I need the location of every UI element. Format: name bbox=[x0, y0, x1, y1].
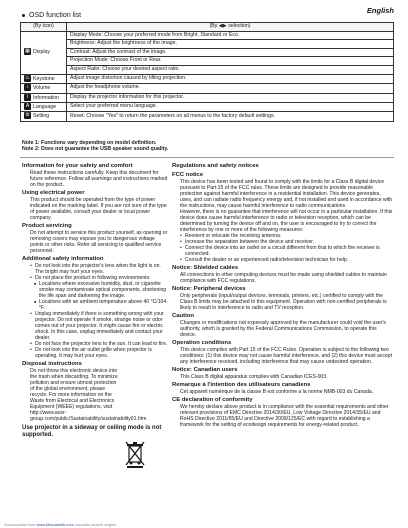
heading-canada-fr: Remarque à l'intention des utilisateurs canadiens bbox=[172, 382, 311, 388]
peripheral-text: Only peripherals (input/output devices, terminals, printers, etc.) certified to comply with the Class B limits may be attached to this equipment. Operation with non-certified peripherals is likely to result in interference to radio and TV reception. bbox=[180, 293, 387, 311]
operation-text: This device complies with Part 15 of the FCC Rules. Operation is subject to the following two conditions: (1) this device may not cause harmful interference, and (2) this device must accept any interference received, including interference that may cause undesired operation. bbox=[180, 347, 393, 365]
setting-desc: Reset: Choose "Yes" to return the parameters on all menus to the factory default settings. bbox=[67, 112, 394, 121]
note-1: Note 1: Functions vary depending on model definition. bbox=[22, 140, 157, 146]
setting-label-cell: ⚙ Setting bbox=[21, 112, 67, 121]
heading-additional: Additional safety information bbox=[22, 256, 104, 262]
osd-title: OSD function list bbox=[22, 12, 81, 19]
heading-operation: Operation conditions bbox=[172, 340, 232, 346]
cables-text: All connections to other computing devices must be made using shielded cables to maintain compliance with FCC regulations. bbox=[180, 272, 387, 284]
safety-text: Read these instructions carefully. Keep this document for future reference. Follow all warnings and instructions marked on the product. bbox=[30, 170, 168, 188]
keystone-label-cell: ⏢ Keystone bbox=[21, 74, 67, 83]
additional-list bbox=[22, 263, 168, 281]
download-footer: Downloaded from www.Manualslib.com manuals search engine bbox=[4, 522, 117, 527]
heading-cables: Notice: Shielded cables bbox=[172, 265, 239, 271]
heading-power: Using electrical power bbox=[22, 190, 85, 196]
note-2: Note 2: Does not guarantee the USB speaker sound quality. bbox=[22, 146, 169, 153]
display-row: Display Mode: Choose your preferred mode from Bright, Standard or Eco. bbox=[67, 31, 394, 40]
arrow-left-right-icon: ◀▶ bbox=[218, 23, 227, 29]
list-item: • Do not look into the air outlet grille when projector is operating. It may hurt your eyes. bbox=[30, 347, 168, 359]
volume-label-cell: ♪ Volume bbox=[21, 84, 67, 93]
mount-warning: Use projector in a sideway or ceiling mode is not supported. bbox=[22, 425, 162, 438]
keystone-icon: ⏢ bbox=[25, 74, 30, 81]
setting-icon: ⚙ bbox=[25, 112, 30, 119]
osd-notes bbox=[22, 140, 168, 153]
servicing-text: Do not attempt to service this product yourself, as opening or removing covers may expose you to dangerous voltage points or other risks. Refer all servicing to qualified service personnel. bbox=[30, 230, 168, 254]
language-desc: Select your preferred menu language. bbox=[67, 102, 394, 111]
power-text: This product should be operated from the type of power indicated on the marking label. If you are not sure of the type of power available, consult your dealer or local power company. bbox=[30, 197, 167, 221]
display-row: Projection Mode: Choose Front or Rear. bbox=[67, 57, 394, 66]
list-item: • Consult the dealer or an experienced radio/television technician for help. bbox=[180, 257, 394, 263]
osd-function-table bbox=[20, 22, 394, 122]
fcc-text-2: However, there is no guarantee that interference will not occur in a particular installation. If this device does cause harmful interference to radio or television reception, which can be determined by turning the device off and on, the user is encouraged to try to correct the interference by one or more of the following measures: bbox=[180, 209, 393, 233]
weee-crossed-bin-icon bbox=[124, 440, 146, 468]
volume-icon: ♪ bbox=[24, 84, 31, 91]
disposal-text: Do not throw this electronic device into the trash when discarding. To minimize pollution and ensure utmost protection of the global environment, please recycle. For more information on the Waste from Electrical and Electronics Equipment (WEEE) regulations, visit http://www.acer-group.com/public/Sustainability/sustainability01.htm bbox=[30, 368, 147, 422]
manualslib-link[interactable]: www.Manualslib.com bbox=[36, 522, 74, 527]
canada-text: This Class B digital apparatus complies with Canadian ICES-003. bbox=[180, 374, 328, 380]
list-item: • Unplug immediately if there is something wrong with your projector. Do not operate if smoke, strange noise or odor comes out of your projector. It might cause fire or electric shock. In this case, unplug immediately and contact your dealer. bbox=[30, 311, 168, 341]
list-item: • Connect the device into an outlet on a circuit different from that to which the receiver is connected. bbox=[180, 245, 394, 257]
list-item: • Increase the separation between the device and receiver. bbox=[180, 239, 394, 245]
language-label-cell: A Language bbox=[21, 102, 67, 111]
display-row: Aspect Ratio: Choose your desired aspect ratio. bbox=[67, 65, 394, 74]
heading-safety: Information for your safety and comfort bbox=[22, 163, 133, 169]
heading-ce: CE declaration of conformity bbox=[172, 397, 253, 403]
environment-list bbox=[22, 281, 168, 311]
display-row: Brightness: Adjust the brightness of the image. bbox=[67, 40, 394, 49]
section-divider bbox=[20, 157, 394, 158]
language-label: English bbox=[366, 6, 394, 15]
display-icon: ▦ bbox=[25, 48, 30, 55]
keystone-desc: Adjust image distortion caused by tilting projection. bbox=[67, 74, 394, 83]
information-label-cell: i Information bbox=[21, 93, 67, 102]
heading-caution: Caution bbox=[172, 313, 194, 319]
language-icon: A bbox=[25, 102, 30, 109]
list-item: • Do not place the product in following environments: bbox=[30, 275, 168, 281]
heading-fcc: FCC notice bbox=[172, 172, 204, 178]
caution-text: Changes or modifications not expressly approved by the manufacturer could void the user's authority, which is granted by the Federal Communications Commission, to operate this device. bbox=[180, 320, 386, 338]
col-header-icon: (By icon) bbox=[21, 23, 67, 32]
heading-regulations: Regulations and safety notices bbox=[172, 163, 259, 169]
canada-fr-text: Cet appareil numérique de la classe B est conforme a la norme NMB-003 du Canada. bbox=[180, 389, 374, 395]
information-desc: Display the projector information for this projector. bbox=[67, 93, 394, 102]
list-item: ■ Locations with an ambient temperature above 40 °C/104 °F. bbox=[34, 299, 168, 311]
bullet-icon bbox=[22, 14, 25, 17]
col-header-selection: (By ◀▶ selection) bbox=[67, 23, 394, 32]
list-item: ■ Locations where excessive humidity, dust, or cigarette smoke may contaminate optical components, shortening the life span and darkening the image. bbox=[34, 281, 168, 299]
heading-disposal: Disposal instructions bbox=[22, 361, 82, 367]
heading-servicing: Product servicing bbox=[22, 223, 72, 229]
heading-canada: Notice: Canadian users bbox=[172, 367, 238, 373]
display-row: Contrast: Adjust the contrast of the image. bbox=[67, 48, 394, 57]
additional-list-2 bbox=[22, 311, 168, 359]
list-item: • Reorient or relocate the receiving antenna. bbox=[180, 233, 394, 239]
fcc-text-1: This device has been tested and found to comply with the limits for a Class B digital device pursuant to Part 15 of the FCC rules. These limits are designed to provide reasonable protection against harmful interference in a residential installation. This device generates, uses, and can radiate radio frequency energy and, if not installed and used in accordance with the instructions, may cause harmful interference to radio communications. bbox=[180, 179, 393, 209]
right-column bbox=[172, 161, 394, 428]
volume-desc: Adjust the headphone volume. bbox=[67, 84, 394, 93]
heading-peripheral: Notice: Peripheral devices bbox=[172, 286, 246, 292]
information-icon: i bbox=[24, 94, 31, 101]
ce-text: We hereby declare above product is in compliance with the essential requirements and other relevant provisions of EMC Directive 2014/30/EU, Low Voltage Directive 2014/35/EU and RoHS Directive 2011/65/EU and Directive 2009/125/EC with regard to establishing a framework for the setting of ecodesign requirements for energy-related product. bbox=[180, 404, 389, 428]
list-item: • Do not face the projector lens to the sun. It can lead to fire. bbox=[30, 341, 168, 347]
fcc-measures-list bbox=[172, 233, 394, 263]
left-column bbox=[22, 161, 168, 439]
list-item: • Do not look into the projector's lens when the light is on. The bright may hurt your eyes. bbox=[30, 263, 168, 275]
display-label-cell: ▦ Display bbox=[21, 31, 67, 74]
